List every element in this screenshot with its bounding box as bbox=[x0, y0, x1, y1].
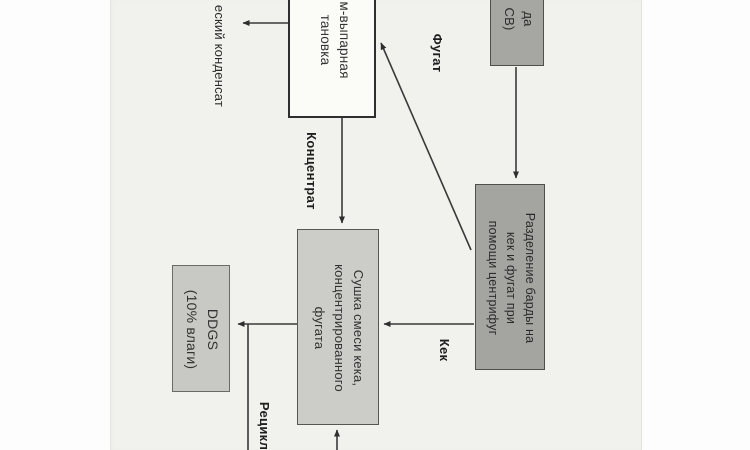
ddgs-box-line1: DDGS bbox=[205, 308, 221, 351]
evaporator-box-line2: тановка bbox=[318, 14, 333, 66]
drying-box-line1: Сушка смеси кека, bbox=[351, 269, 367, 387]
condensate-label: еский конденсат bbox=[212, 4, 227, 108]
fugat-flow-label: Фугат bbox=[430, 33, 446, 73]
ddgs-box-line2: (10% влаги) bbox=[184, 289, 200, 370]
separation-centrifuge-box bbox=[475, 184, 545, 370]
concentrate-flow-label: Концентрат bbox=[304, 132, 320, 210]
separation-box-line2: кек и фугат при bbox=[504, 231, 519, 325]
recycle-flow-label: Рецикл bbox=[257, 401, 272, 450]
arrow-fugat-to-evaporator bbox=[381, 43, 471, 250]
kek-flow-label: Кек bbox=[437, 338, 452, 362]
evaporator-unit-box bbox=[288, 0, 376, 118]
stillage-box-line1: да bbox=[520, 11, 536, 27]
evaporator-box-line1: м-выпарная bbox=[336, 1, 352, 79]
drying-box bbox=[297, 229, 379, 425]
stillage-box bbox=[490, 0, 544, 66]
drying-box-line3: фугата bbox=[312, 306, 328, 350]
separation-box-line3: помощи центрифуг bbox=[485, 220, 500, 336]
separation-box-line1: Разделение барды на bbox=[523, 212, 538, 344]
ddgs-product-box bbox=[172, 265, 230, 392]
stillage-box-line2: СВ) bbox=[502, 7, 517, 31]
drying-box-line2: концентрированного bbox=[331, 264, 347, 392]
